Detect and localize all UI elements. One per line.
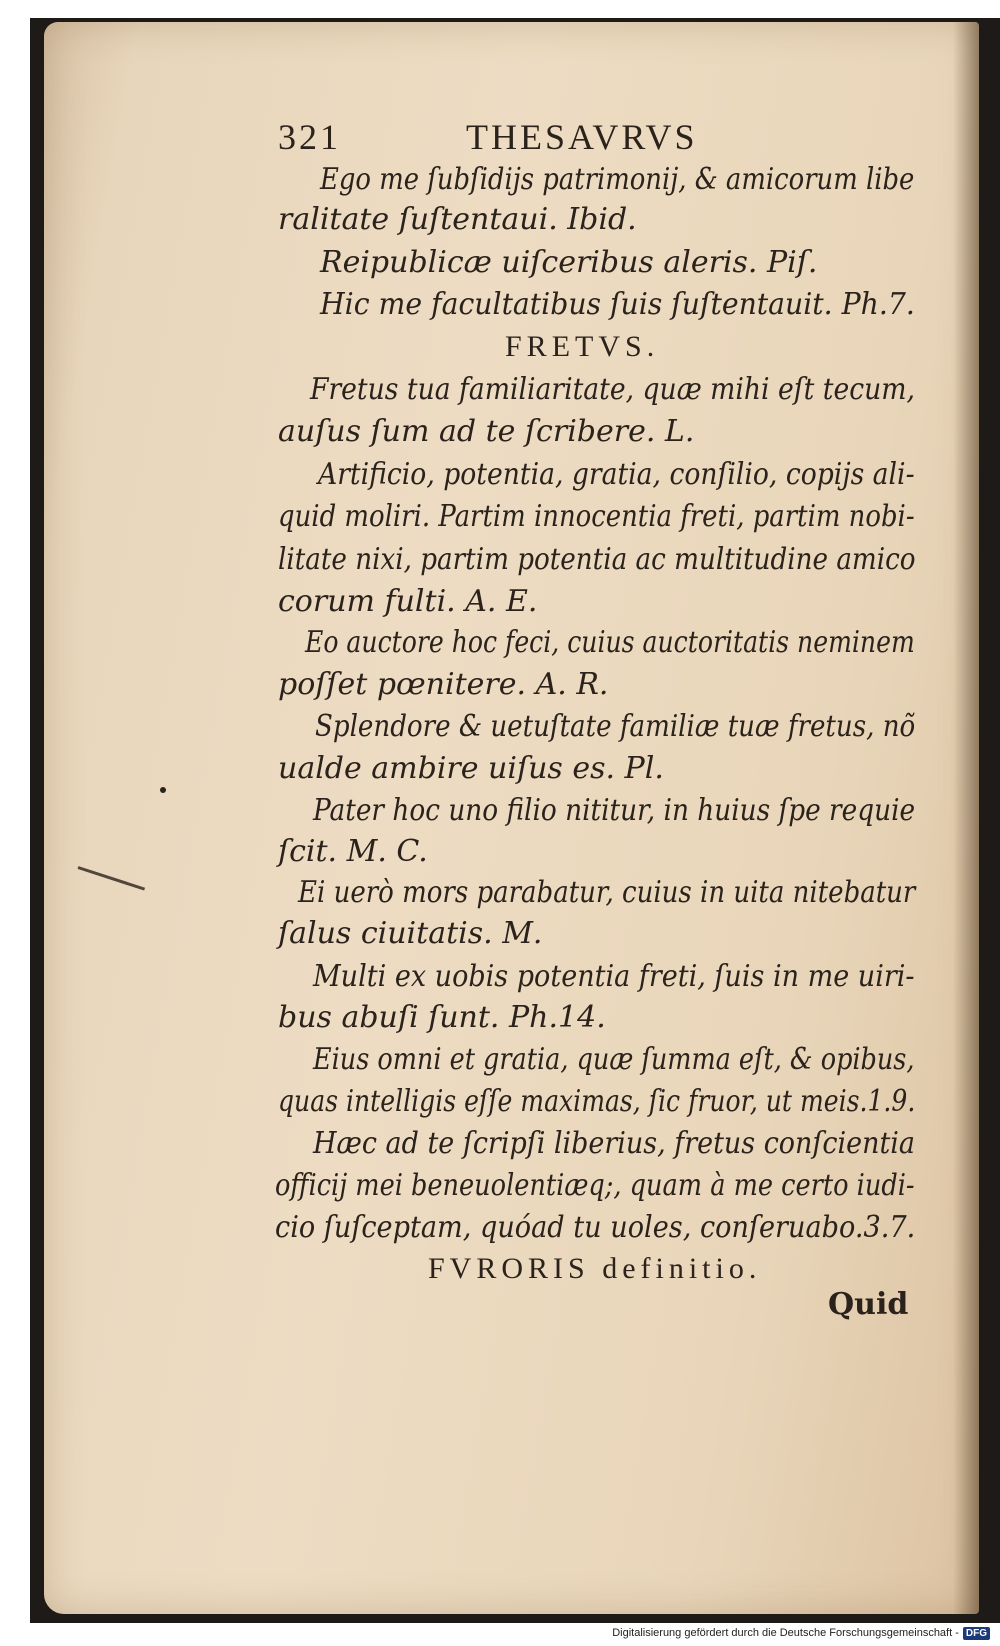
text-line: ſcit. M. C.	[278, 834, 428, 869]
text-line: Multi ex uobis potentia freti, ſuis in me uiri-	[313, 959, 915, 994]
text-line: ualde ambire uiſus es. Pl.	[278, 751, 664, 786]
catchword: Quid	[828, 1287, 909, 1322]
running-title: THESAVRVS	[466, 117, 698, 157]
text-line: Ego me ſubſidijs patrimonij, & amicorum libe	[320, 162, 915, 197]
page-number: 321	[278, 117, 341, 157]
text-line: Eius omni et gratia, quæ ſumma eſt, & opibus,	[313, 1042, 915, 1077]
footer-credit: Digitalisierung gefördert durch die Deutsche Forschungsgemeinschaft -	[612, 1627, 959, 1639]
text-line: bus abuſi ſunt. Ph.14.	[278, 1000, 606, 1035]
text-line: ralitate ſuſtentaui. Ibid.	[278, 202, 637, 237]
text-line: quas intelligis eſſe maximas, ſic fruor, ut meis.1.9.	[278, 1084, 916, 1119]
text-line: Splendore & uetuſtate familiæ tuæ fretus, nõ	[315, 709, 916, 744]
text-line: Reipublicæ uiſceribus aleris. Piſ.	[320, 245, 818, 280]
text-line: litate nixi, partim potentia ac multitudine amico	[278, 542, 916, 577]
text-line: corum fulti. A. E.	[278, 584, 538, 619]
text-line: auſus ſum ad te ſcribere. L.	[278, 414, 695, 449]
text-line: Hæc ad te ſcripſi liberius, fretus conſcientia	[313, 1126, 915, 1161]
text-line: quid moliri. Partim innocentia freti, partim nobi-	[278, 499, 915, 534]
text-line: Eo auctore hoc feci, cuius auctoritatis neminem	[305, 625, 915, 660]
text-line: ſalus ciuitatis. M.	[278, 916, 543, 951]
text-line: cio ſuſceptam, quóad tu uoles, conſeruabo.3.7.	[275, 1210, 916, 1245]
text-line: Ei uerò mors parabatur, cuius in uita nitebatur	[298, 875, 916, 910]
text-line: Artificio, potentia, gratia, conſilio, copijs ali-	[318, 457, 915, 492]
digitization-footer	[612, 1624, 990, 1642]
text-line: Fretus tua familiaritate, quæ mihi eſt tecum,	[310, 372, 915, 407]
section-heading: FVRORIS definitio.	[428, 1252, 762, 1285]
page-gutter	[953, 22, 979, 1614]
ink-dot	[160, 787, 166, 793]
text-line: Hic me facultatibus ſuis ſuſtentauit. Ph.7.	[320, 287, 915, 322]
dfg-logo: DFG	[963, 1627, 990, 1640]
text-line: officij mei beneuolentiæq;, quam à me certo iudi-	[275, 1168, 915, 1203]
section-heading: FRETVS.	[505, 330, 660, 363]
text-line: Pater hoc uno filio nititur, in huius ſpe requie	[313, 793, 916, 828]
text-line: poſſet pœnitere. A. R.	[278, 667, 609, 702]
